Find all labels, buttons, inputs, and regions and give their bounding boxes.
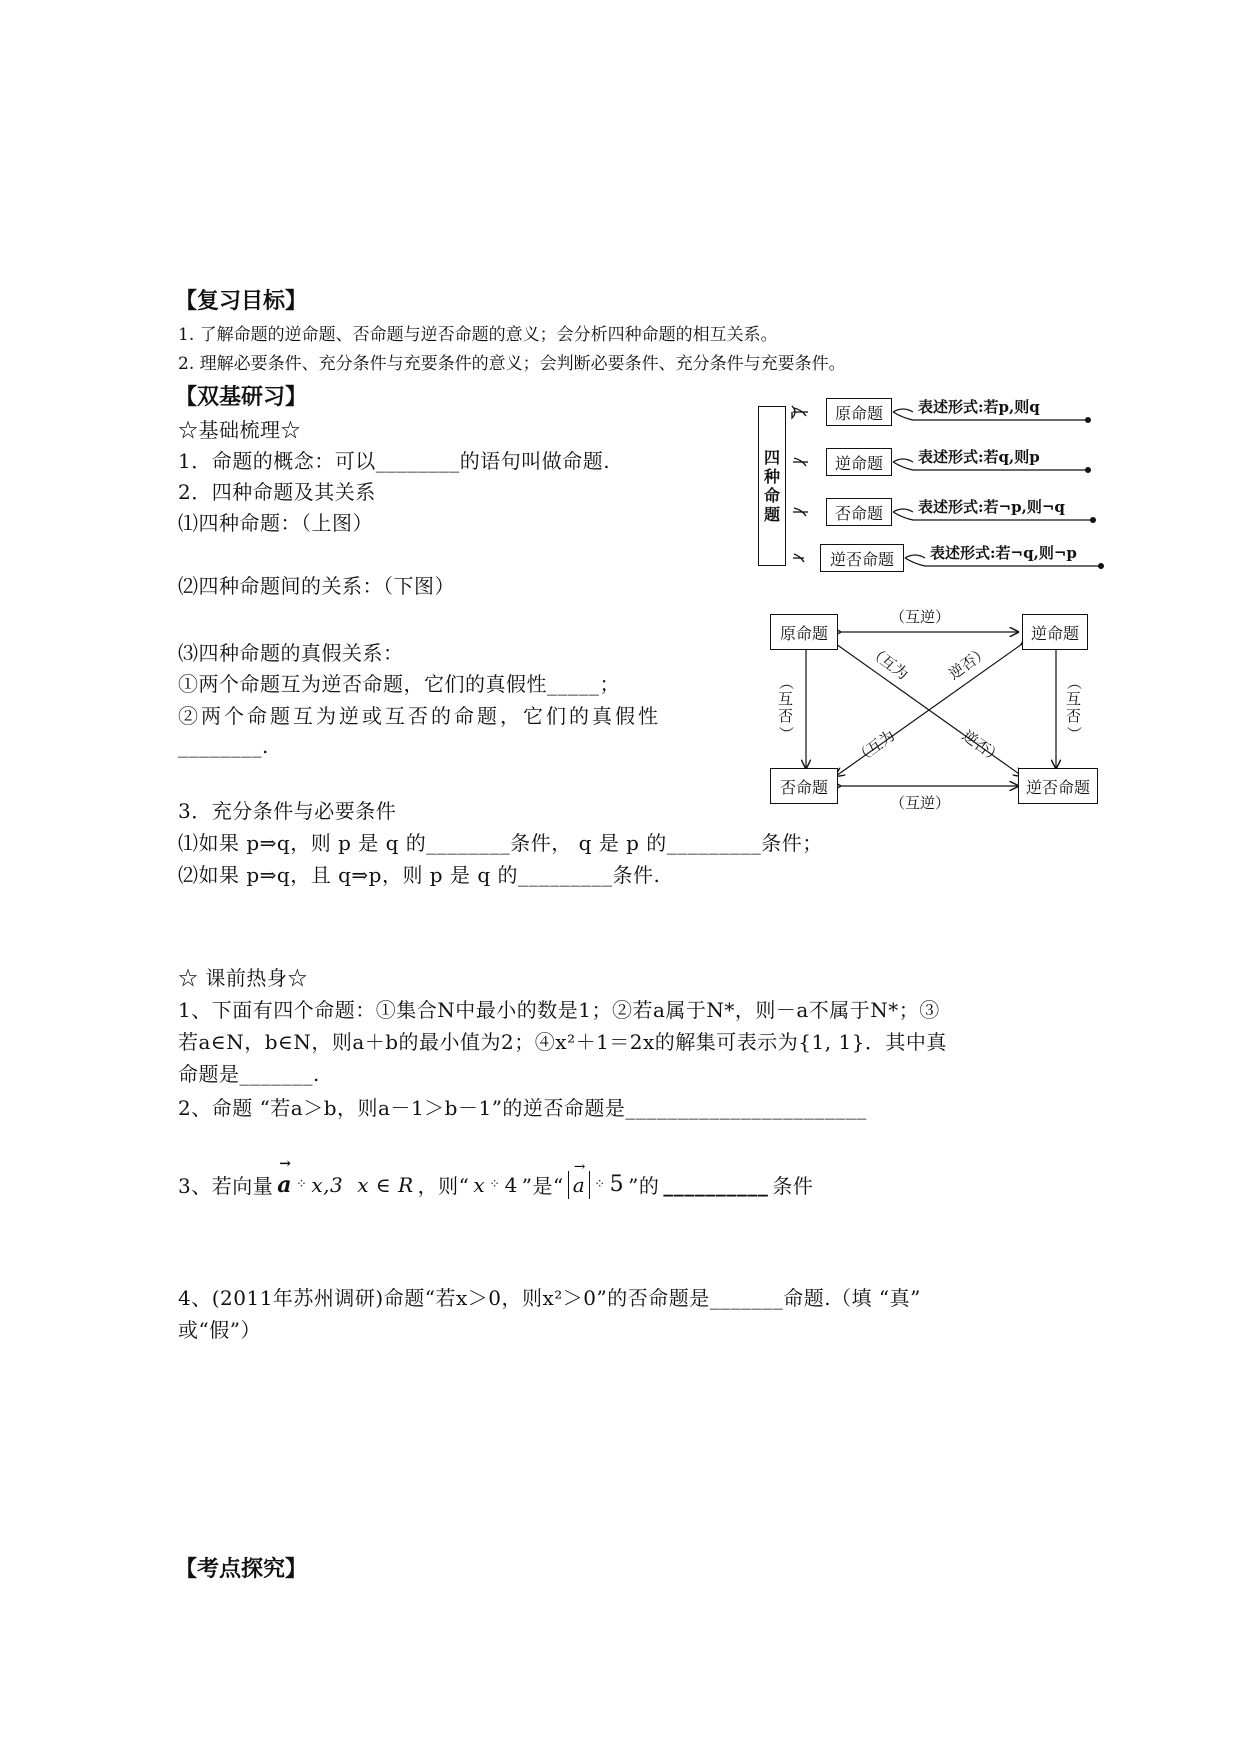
left-char-1: 互 [778, 690, 794, 708]
form-inverse: 表述形式:若¬p,则¬q [918, 498, 1065, 516]
box-converse: 逆命题 [826, 448, 892, 476]
warmup-q1-line2: 若a∈N，b∈N，则a＋b的最小值为2；④x²＋1＝2x的解集可表示为{1, 1}．其中真 [178, 1030, 947, 1054]
q3-abs-a [568, 1158, 590, 1199]
four-propositions-diagram [758, 396, 1118, 576]
box-contrapositive: 逆否命题 [820, 544, 904, 572]
q3-vector-a [277, 1155, 292, 1198]
box-original: 原命题 [826, 398, 892, 426]
form-contrapositive: 表述形式:若¬q,则¬p [930, 544, 1077, 562]
q3-end: ”的 [628, 1174, 660, 1198]
label-diag2-a: （互为 [851, 726, 899, 768]
right-char-2: 否 [1066, 707, 1082, 725]
warmup-q4-line1: 4、(2011年苏州调研)命题“若x＞0，则x²＞0”的否命题是_______命题.（填 “真” [178, 1286, 921, 1310]
goal-item-2: 2. 理解必要条件、充分条件与充要条件的意义；会判断必要条件、充分条件与充要条件。 [178, 354, 846, 374]
basics-line-3: ⑴四种命题：（上图） [178, 511, 373, 535]
warmup-q1-line3: 命题是_______. [178, 1062, 320, 1086]
q3-then: ，则“ [417, 1174, 470, 1198]
warmup-q4-line2: 或“假”） [178, 1318, 261, 1342]
q3-vector-letter: a [277, 1171, 292, 1198]
label-char-3: 命 [763, 486, 780, 505]
left-char-2: 否 [778, 707, 794, 725]
vector-arrow-icon: → [279, 1155, 292, 1172]
box-inverse: 否命题 [826, 498, 892, 526]
q3-tail: 条件 [772, 1174, 814, 1198]
basics-line-2: 2．四种命题及其关系 [178, 480, 376, 504]
q3-vector-coords: x,3 [311, 1172, 344, 1197]
q3-prefix: 3、若向量 [178, 1174, 274, 1198]
q3-equals-garbled-2: ⁘ [489, 1177, 501, 1192]
q3-abs-letter: a [572, 1172, 586, 1197]
basics-line-10: ⑴如果 p⇒q，则 p 是 q 的________条件， q 是 p 的_________条件； [178, 831, 823, 855]
explore-heading: 【考点探究】 [175, 1557, 308, 1582]
label-char-1: 四 [763, 448, 780, 467]
q3-equals-garbled: ⁘ [296, 1177, 308, 1192]
goal-item-1: 1. 了解命题的逆命题、否命题与逆否命题的意义；会分析四种命题的相互关系。 [178, 325, 778, 345]
right-paren-close: ） [1065, 725, 1084, 742]
left-paren-close: ） [777, 725, 796, 742]
q3-value-5: 5 [609, 1172, 625, 1197]
four-propositions-label-box [758, 406, 786, 566]
label-diag1-a: （互为 [864, 642, 912, 684]
q3-condition: x ∈ R [357, 1172, 414, 1197]
label-char-2: 种 [763, 467, 780, 486]
rel-box-converse: 逆命题 [1022, 614, 1088, 650]
basics-line-6: ①两个命题互为逆否命题，它们的真假性_____； [178, 672, 620, 696]
rel-box-contrapositive: 逆否命题 [1018, 768, 1098, 804]
label-right-inverse [1065, 674, 1084, 742]
label-left-inverse [777, 674, 796, 742]
basics-line-11: ⑵如果 p⇒q，且 q⇒p，则 p 是 q 的_________条件. [178, 863, 661, 887]
q3-equals-garbled-3: ⁘ [594, 1177, 606, 1192]
relation-diagram [770, 604, 1100, 814]
warmup-q2: 2、命题 “若a＞b，则a－1＞b－1”的逆否命题是_______________________ [178, 1096, 867, 1120]
label-diag1-b: 逆否） [958, 726, 1006, 768]
basics-line-4: ⑵四种命题间的关系：（下图） [178, 574, 455, 598]
q3-x: x [473, 1172, 486, 1197]
rel-box-original: 原命题 [770, 614, 838, 650]
form-original: 表述形式:若p,则q [918, 398, 1040, 416]
review-goals-heading: 【复习目标】 [175, 289, 308, 314]
basics-line-7: ②两个命题互为逆或互否的命题，它们的真假性 [178, 704, 661, 728]
right-char-1: 互 [1066, 690, 1082, 708]
q3-value-4: 4 [504, 1172, 518, 1197]
right-paren-open: （ [1065, 674, 1084, 691]
basics-line-5: ⑶四种命题的真假关系： [178, 641, 404, 665]
warmup-q3 [178, 1155, 814, 1199]
basics-line-1: 1．命题的概念：可以________的语句叫做命题. [178, 449, 611, 473]
left-paren-open: （ [777, 674, 796, 691]
basics-subheading: ☆基础梳理☆ [178, 418, 301, 442]
label-diag2-b: 逆否） [945, 642, 993, 684]
q3-is: ”是“ [521, 1174, 564, 1198]
dual-basics-heading: 【双基研习】 [175, 385, 308, 410]
abs-vector-arrow-icon: → [573, 1158, 586, 1175]
warmup-heading: ☆ 课前热身☆ [178, 966, 308, 990]
form-converse: 表述形式:若q,则p [918, 448, 1040, 466]
label-top-converse: （互逆） [890, 608, 951, 626]
q3-blank: __________ [663, 1172, 769, 1197]
label-char-4: 题 [763, 505, 780, 524]
basics-line-9: 3．充分条件与必要条件 [178, 799, 397, 823]
basics-line-8: ________. [178, 734, 269, 758]
label-bottom-converse: （互逆） [890, 794, 951, 812]
warmup-q1-line1: 1、下面有四个命题：①集合N中最小的数是1；②若a属于N*，则－a不属于N*；③ [178, 998, 940, 1022]
rel-box-inverse: 否命题 [770, 768, 838, 804]
